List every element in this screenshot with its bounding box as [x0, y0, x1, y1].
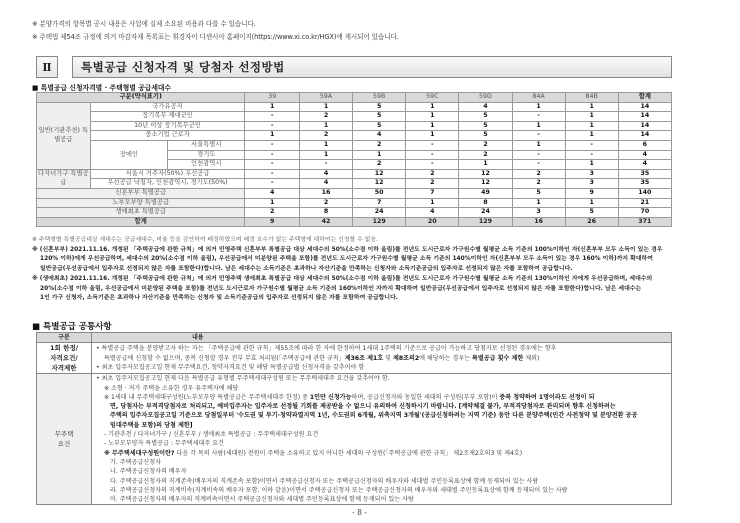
cell: 8	[459, 198, 512, 208]
cell: 1	[565, 112, 618, 122]
table-row	[37, 374, 672, 505]
cell: 42	[299, 217, 352, 227]
cell: -	[245, 179, 300, 189]
cell-total: 21	[618, 198, 671, 208]
cell: 12	[459, 169, 512, 179]
content-line: 라. 주택공급신청자의 직계비속(직계비속의 배우자 포함. 이하 같음)이면서 주택공급신청자 또는 주택공급신청자의 배우자와 세대별 주민등록표상에 함께 등재되어 있는 사람	[110, 486, 568, 494]
content-line: 면, 당첨자는 부적격당첨자로 처리되고, 예비입주자는 입주자로 선정될 기회를 제공받을 수 없으니 유의하여 신청하시기 바랍니다. [계약체결 불가, 부적격당첨자로 관리되며 향후 신청하려는	[110, 403, 616, 411]
table-row	[37, 169, 672, 179]
header-col: 39	[245, 93, 300, 103]
row-label: 서울특별시	[168, 140, 245, 150]
cell: 7	[406, 188, 459, 198]
table-row	[37, 102, 672, 112]
content-line: 다. 주택공급신청자의 직계존속(배우자의 직계존속 포함)이면서 주택공급신청자 또는 주택공급신청자의 배우자와 세대별 주민등록표상에 함께 등재되어 있는 사람	[110, 477, 539, 485]
row-key	[37, 343, 92, 374]
cell: -	[245, 169, 300, 179]
row-label: 중소기업 근로자	[90, 131, 245, 141]
content-line: • 특별공급 주택을 분양받고자 하는 자는 「주택공급에 관한 규칙」제55조에 따라 한 자에 한정하여 1세대 1주택의 기준으로 공급이 가능하고 당첨자로 선정된 경우에는 향후	[96, 345, 557, 353]
header-category: 구분	[37, 333, 92, 343]
note: 1인 가구 신청자, 소득기준은 초과하나 자산기준을 만족하는 신청자 및 소득기준공급의 입주자로 선정되지 않은 자를 포함하여 공급합니다.	[40, 295, 398, 302]
key-line: 1회 한정/	[50, 344, 78, 353]
cell: 5	[353, 112, 406, 122]
table-row	[37, 179, 672, 189]
cell: 1	[299, 150, 352, 160]
cell: 50	[353, 188, 406, 198]
content-line: • 최초 입주자모집공고일 현재 무주택요건, 청약자격요건 및 해당 특별공급별 신청자격을 갖추어야 함	[96, 363, 365, 371]
cell-total: 4	[618, 160, 671, 170]
text: 제외)	[523, 354, 540, 362]
cell: 1	[406, 121, 459, 131]
page-number: - 8 -	[352, 508, 367, 517]
content-line	[96, 449, 671, 458]
cell: 12	[353, 169, 406, 179]
cell: 1	[353, 150, 406, 160]
cell: 16	[512, 217, 565, 227]
cell: 9	[245, 217, 300, 227]
cell: 3	[512, 208, 565, 218]
row-label: 경기도	[168, 150, 245, 160]
content-line: - 노부모부양자 특별공급 : 무주택세대주 요건	[104, 440, 224, 448]
text-bold: 제8조의2	[392, 354, 420, 362]
header-col: 59B	[353, 93, 406, 103]
cell: -	[512, 150, 565, 160]
cell: 4	[299, 169, 352, 179]
cell: 1	[299, 102, 352, 112]
content-line	[96, 354, 671, 363]
cell: 1	[406, 102, 459, 112]
cell: 1	[565, 121, 618, 131]
cell: -	[245, 150, 300, 160]
table-row	[37, 343, 672, 374]
cell: 4	[406, 208, 459, 218]
cell: 1	[512, 198, 565, 208]
cell: 12	[353, 179, 406, 189]
cell: 1	[459, 160, 512, 170]
cell: 2	[459, 140, 512, 150]
text-bold: ※ 무주택세대구성원이란?	[104, 449, 175, 457]
table-row	[37, 131, 672, 141]
cell: 24	[353, 208, 406, 218]
cell: 2	[299, 131, 352, 141]
row-label: 서울시 거주자(50%) 우선공급	[90, 169, 245, 179]
cell: 4	[299, 179, 352, 189]
content-line: 나. 주택공급신청자의 배우자	[110, 468, 187, 476]
cell: 1	[512, 140, 565, 150]
cell: -	[565, 140, 618, 150]
cell: 5	[565, 208, 618, 218]
table-row	[37, 121, 672, 131]
cell: 49	[459, 188, 512, 198]
cell: 2	[245, 208, 300, 218]
cell: 9	[565, 188, 618, 198]
cell: 2	[459, 150, 512, 160]
top-note-2: ※ 주택법 제54조 규정에 의거 마감자재 목록표는 휘경자이 디센시아 홈페이지(https://www.xi.co.kr/HGX)에 게시되어 있습니다.	[32, 33, 399, 41]
note: ※ 주택형별 특별공급대상 세대수는 공급세대수, 비율 등을 감안하여 배정하였으며 배정 호수가 없는 주택형에 대하여는 신청할 수 없음.	[32, 237, 378, 243]
cell: 3	[565, 169, 618, 179]
cell-total: 371	[618, 217, 671, 227]
cell: 1	[512, 102, 565, 112]
header-col: 84B	[565, 93, 618, 103]
cell: 2	[406, 169, 459, 179]
row-label: 신혼부부 특별공급	[37, 188, 245, 198]
row-label: 합계	[37, 217, 245, 227]
cell: 26	[565, 217, 618, 227]
cell-total: 35	[618, 179, 671, 189]
top-note-1: ※ 분양가격의 항목별 공시 내용은 사업에 실제 소요된 비용과 다를 수 있습니다.	[32, 20, 256, 28]
section-title: 특별공급 신청자격 및 당첨자 선정방법	[72, 56, 672, 78]
cell: 24	[459, 208, 512, 218]
cell: 5	[353, 102, 406, 112]
header-col: 84A	[512, 93, 565, 103]
text: 다음 각 목의 사람(세대원) 전원이 주택을 소유하고 있지 아니한 세대의 구성원(「주택공급에 관한 규칙」 제2조제2호의3 및 제4호)	[174, 449, 523, 457]
row-key	[37, 374, 92, 505]
cell-total: 14	[618, 131, 671, 141]
cell: 129	[459, 217, 512, 227]
row-label: 우선공급 낙첨자, 인천광역시, 경기도(50%)	[90, 179, 245, 189]
cell: 1	[299, 121, 352, 131]
row-label: 10년 이상 장기복무군인	[90, 121, 245, 131]
cell: -	[406, 150, 459, 160]
cell: 1	[512, 121, 565, 131]
text-bold: 제36조 제1호	[344, 354, 384, 362]
cell: 1	[406, 198, 459, 208]
supply-table	[36, 92, 672, 227]
cell: 129	[353, 217, 406, 227]
cell: -	[406, 160, 459, 170]
group-disabled: 장애인	[90, 140, 167, 169]
header-category: 구분(약식표기)	[37, 93, 245, 103]
cell: 1	[565, 160, 618, 170]
section-number: Ⅱ	[36, 56, 58, 78]
cell: 1	[245, 102, 300, 112]
key-line: 무주택	[54, 430, 74, 439]
cell: -	[512, 112, 565, 122]
table-row	[37, 198, 672, 208]
row-label: 국가유공자	[90, 102, 245, 112]
cell: 3	[565, 179, 618, 189]
text: 및	[383, 354, 393, 362]
cell: 20	[406, 217, 459, 227]
cell: 2	[299, 112, 352, 122]
cell: 1	[245, 198, 300, 208]
cell: 1	[565, 198, 618, 208]
table-header-row	[37, 93, 672, 103]
cell: -	[245, 140, 300, 150]
row-label: 생애최초 특별공급	[37, 208, 245, 218]
cell: 4	[245, 188, 300, 198]
table-row	[37, 188, 672, 198]
header-col: 59A	[299, 93, 352, 103]
key-line: 자격제한	[51, 364, 77, 373]
cell-total: 14	[618, 112, 671, 122]
row-label: 인천광역시	[168, 160, 245, 170]
cell: -	[245, 121, 300, 131]
cell: 5	[459, 121, 512, 131]
content-line: 마. 주택공급신청자의 배우자의 직계비속이면서 주택공급신청자와 세대별 주민등록표상에 함께 등재되어 있는 사람	[110, 496, 414, 504]
note: 일반공급(우선공급에서 입주자로 선정되지 않은 자를 포함한다)합니다. 남은 세대수는 소득기준은 초과하나 자산기준을 만족하는 신청자와 소득기준공급의 입주자로 선정되지 않은 자를 포함하여 공급합니다.	[40, 266, 573, 273]
table-row	[37, 112, 672, 122]
cell: 2	[512, 179, 565, 189]
text: 에 해당하는 경우는	[419, 354, 472, 362]
text: ※ 1세대 내 무주택세대구성원(노부모부양 특별공급은 무주택세대주 한정) 중	[104, 393, 310, 401]
cell: 4	[459, 102, 512, 112]
note: 20%(소수점 이하 올림, 우선공급에서 미분양된 주택을 포함)를 전년도 도시근로자 가구원수별 월평균 소득 기준의 160%이하인 자까지 확대하여 일반공급(우선공급에서 입주자로 선정되지 않은 자를 포함한다)합니다. 남은 세대수는	[40, 285, 642, 292]
cell-total: 4	[618, 150, 671, 160]
note: ※ (생애최초) 2021.11.16. 개정된 「주택공급에 관한 규칙」에 의거 민영주택 생애최초 특별공급 대상 세대수의 50%(소수점 이하 올림)를 전년도 도시근로자 가구원수별 월평균 소득 기준의 130%이하인 자에게 우선공급하며, 세대수의	[32, 275, 653, 282]
cell: 1	[565, 102, 618, 112]
cell: 2	[512, 169, 565, 179]
cell: -	[245, 160, 300, 170]
content-line: - 기관추천 / 다자녀가구 / 신혼부부 / 생애최초 특별공급 : 무주택세대구성원 요건	[104, 431, 319, 439]
content-line	[96, 393, 671, 402]
content-line: ※ 소형 · 저가 주택을 소유한 경우 유주택자에 해당	[104, 384, 239, 392]
content-line: 가. 주택공급신청자	[110, 458, 161, 466]
content-line: 주택의 입주자모집공고일 기준으로 당첨일부터 '수도권 및 투기·청약과열지역 1년, 수도권외 6개월, 위축지역 3개월'(공급신청하려는 지역 기준) 동안 다른 분양주택(민간 사전청약 및 분양전환 공공	[110, 412, 638, 420]
cell: 1	[406, 112, 459, 122]
header-col: 59D	[459, 93, 512, 103]
total-row	[37, 217, 672, 227]
header-col: 59C	[406, 93, 459, 103]
cell: 2	[299, 198, 352, 208]
common-table	[36, 332, 672, 505]
table-row	[37, 140, 672, 150]
group-multichild: 다자녀가구 특별공급	[37, 169, 91, 188]
cell: 5	[512, 188, 565, 198]
cell: 1	[406, 131, 459, 141]
text-bold: 1인만 신청가능	[309, 393, 352, 401]
cell-total: 6	[618, 140, 671, 150]
cell: 2	[406, 179, 459, 189]
row-label: 장기복무 제대군인	[90, 112, 245, 122]
cell: 5	[353, 121, 406, 131]
table-row	[37, 208, 672, 218]
cell: 1	[565, 131, 618, 141]
header-total: 합계	[618, 93, 671, 103]
cell: 5	[459, 112, 512, 122]
text-bold: 중복 청약하여 1명이라도 선정이 되	[499, 393, 595, 401]
table-header-row	[37, 333, 672, 343]
key-line: 자격요건/	[50, 354, 78, 363]
cell: -	[512, 160, 565, 170]
cell: 8	[299, 208, 352, 218]
group-general: 일반(기관추천) 특별공급	[37, 102, 91, 169]
note: ※ (신혼부부) 2021.11.16. 개정된 「주택공급에 관한 규칙」에 의거 민영주택 신혼부부 특별공급 대상 세대수의 50%(소수점 이하 올림)를 전년도 도시근로자 가구원수별 월평균 소득 기준의 100%이하인 자(신혼부부 모두 소득이 있는 경우	[32, 246, 663, 253]
text-bold: 특별공급 횟수 제한	[472, 354, 524, 362]
cell: 1	[299, 140, 352, 150]
row-content	[92, 374, 672, 505]
cell: 12	[459, 179, 512, 189]
text: 하며, 공급신청자와 동일한 세대의 구성원(부부 포함)이	[351, 393, 500, 401]
cell: -	[299, 160, 352, 170]
table1-heading: ■ 특별공급 신청자격별 · 주택형별 공급세대수	[32, 84, 172, 92]
cell: 1	[245, 131, 300, 141]
section-header	[36, 56, 672, 78]
cell: -	[245, 112, 300, 122]
note: 120% 이하)에게 우선공급하며, 세대수의 20%(소수점 이하 올림), 우선공급에서 미분양된 주택을 포함)를 전년도 도시근로자 가구원수별 월평균 소득 기준의 140%이하인 자(신혼부부 모두 소득이 있는 경우 160% 이하)까지 확대하여	[40, 256, 653, 263]
cell-total: 35	[618, 169, 671, 179]
cell: -	[512, 131, 565, 141]
cell: 2	[353, 140, 406, 150]
cell: 4	[353, 131, 406, 141]
content-line: • 최초 입주자모집공고일 현재 다음 특별공급 유형별 무주택세대구성원 또는 무주택세대주 요건을 갖추어야 함.	[96, 375, 390, 383]
key-line: 요건	[57, 440, 71, 449]
cell-total: 70	[618, 208, 671, 218]
cell-total: 140	[618, 188, 671, 198]
notes-block	[32, 236, 692, 304]
cell-total: 14	[618, 102, 671, 112]
row-content	[92, 343, 672, 374]
content-line: 임대주택을 포함)의 당첨 제한]	[110, 421, 193, 429]
text: 특별공급에 신청할 수 없으며, 중복 신청할 경우 전부 무효 처리됨(「주택공급에 관한 규칙」	[104, 354, 345, 362]
cell-total: 14	[618, 121, 671, 131]
cell: 2	[353, 160, 406, 170]
cell: -	[565, 150, 618, 160]
cell: 5	[459, 131, 512, 141]
cell: -	[406, 140, 459, 150]
cell: 16	[299, 188, 352, 198]
header-content: 내용	[92, 333, 672, 343]
row-label: 노부모부양 특별공급	[37, 198, 245, 208]
cell: 7	[353, 198, 406, 208]
table2-heading: ■ 특별공급 공통사항	[32, 322, 112, 332]
